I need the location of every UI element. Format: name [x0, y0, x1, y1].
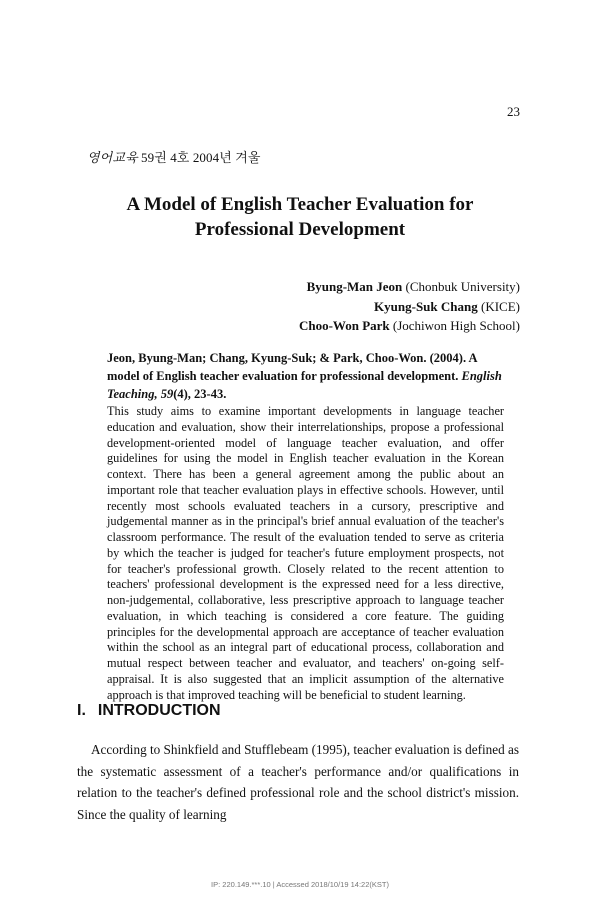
citation [107, 349, 504, 403]
author-list [299, 277, 520, 336]
section-heading [77, 702, 221, 720]
paper-title-line-1: A Model of English Teacher Evaluation for [126, 194, 474, 215]
abstract: This study aims to examine important developments in language teacher education and evaluation, show their interrelationships, propose a professional development-oriented model of language teacher evaluation, and offer guidelines for using the model in English teacher evaluation in the Korean context. There has been a general agreement among the public about an important role that teacher evaluation plays in effective schools. However, until recently most schools evaluated teachers in a cursory, prescriptive and judgemental manner as in the principal's brief annual evaluation of the teacher's classroom performance. The result of the evaluation tended to serve as criteria by which the teacher is judged for teacher's future employment prospects, not for teacher's professional growth. Closely related to the recent attention to teachers' professional development is the expressed need for a less directive, non-judgemental, collaborative, less prescriptive approach to language teacher evaluation, in which teaching is considered a core feature. The guiding principles for the developmental approach are acceptance of teacher evaluation within the school as an integral part of educational process, collaboration and mutual respect between teacher and evaluator, and teachers' on-going self-appraisal. It is also suggested that an implicit assumption of the alternative approach is that improved teaching will be beneficial to student learning. [107, 404, 504, 702]
author-affiliation: (Jochiwon High School) [392, 318, 520, 333]
section-number: I. [77, 702, 86, 719]
author-affiliation: (KICE) [481, 298, 520, 314]
author-name: Choo-Won Park [298, 318, 390, 333]
author-entry [299, 297, 520, 317]
access-footer: IP: 220.149.***.10 | Accessed 2018/10/19 14:22(KST) [211, 880, 389, 889]
citation-issue-pages: (4), 23-43. [173, 387, 227, 401]
paper-title [0, 192, 600, 242]
author-entry [299, 316, 520, 336]
journal-name: 영어교육 [87, 150, 138, 165]
author-name: Kyung-Suk Chang [374, 298, 478, 314]
journal-header [87, 147, 261, 166]
section-title: INTRODUCTION [97, 702, 221, 719]
author-name: Byung-Man Jeon [306, 279, 403, 294]
journal-issue: 59권 4호 2004년 겨울 [141, 150, 261, 165]
citation-text: Jeon, Byung-Man; Chang, Kyung-Suk; & Park, Choo-Won. (2004). A model of English teacher evaluation for professional development. [107, 351, 477, 383]
introduction-paragraph: According to Shinkfield and Stufflebeam (1995), teacher evaluation is defined as the systematic assessment of a teacher's performance and/or qualifications in relation to the teacher's defined professional role and the school district's mission. Since the quality of learning [77, 742, 519, 822]
author-affiliation: (Chonbuk University) [405, 279, 520, 294]
author-entry [299, 277, 520, 297]
page-number: 23 [507, 104, 520, 119]
citation-journal: English Teaching, 59 [107, 369, 502, 401]
paper-title-line-2: Professional Development [194, 219, 406, 240]
